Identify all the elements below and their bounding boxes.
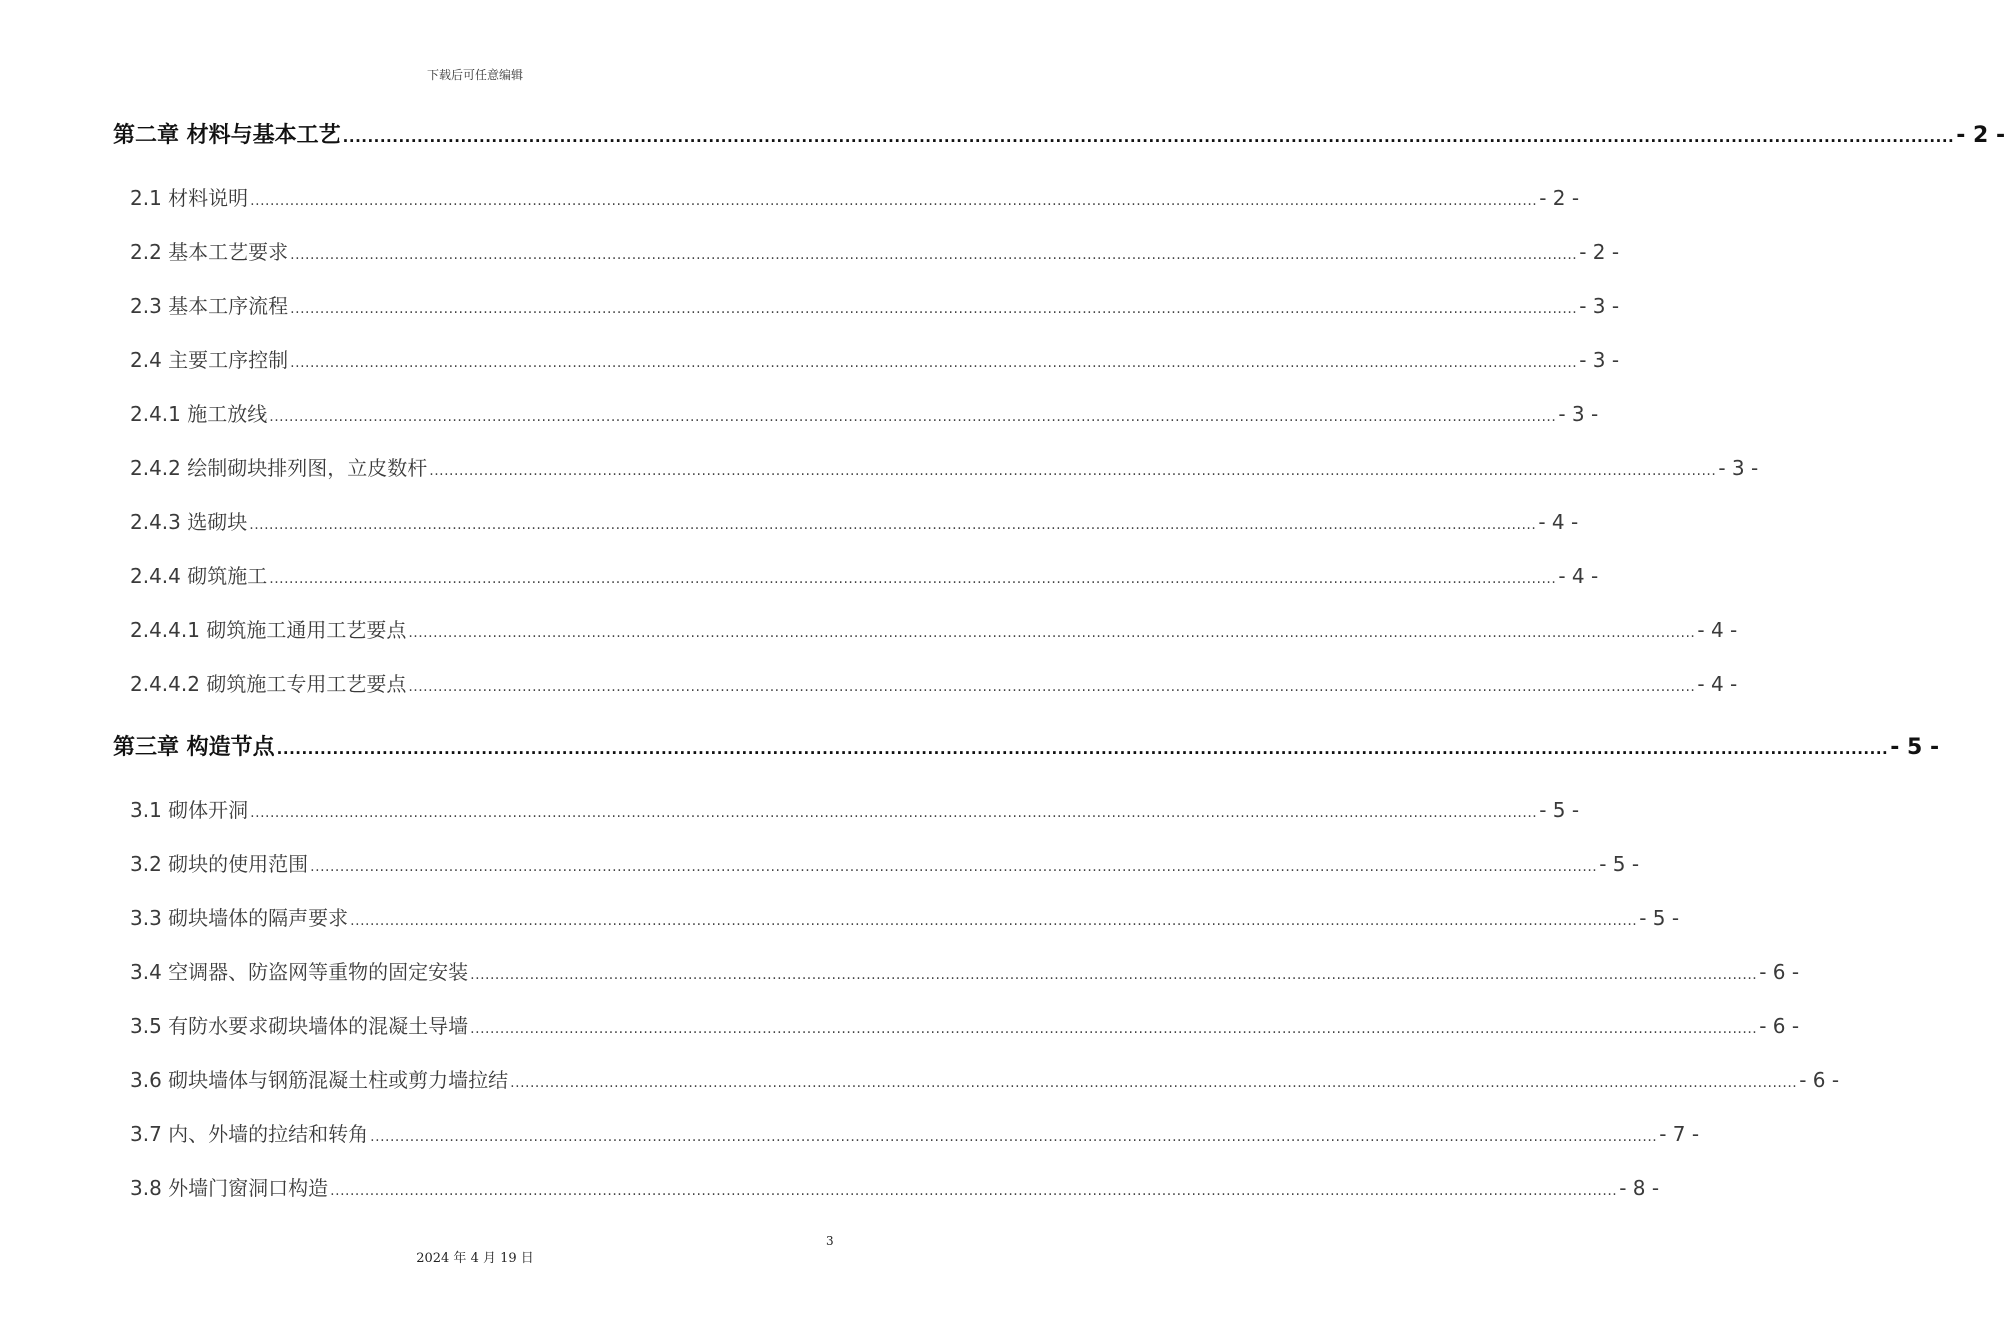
toc-section-row[interactable] [130, 614, 1738, 643]
toc-entry-title: 第二章 材料与基本工艺 [113, 123, 341, 148]
toc-dot-leader: .................................................................................................................................................................................................................................................................... [370, 1129, 1658, 1145]
toc-dot-leader: .................................................................................................................................................................................................................................................................... [429, 463, 1717, 479]
toc-dot-leader: .................................................................................................................................................................................................................................................................... [470, 967, 1758, 983]
toc-page-number: - 6 - [1759, 960, 1800, 984]
toc-page-number: - 6 - [1759, 1014, 1800, 1038]
toc-page-number: - 2 - [1579, 240, 1620, 264]
toc-dot-leader: .................................................................................................................................................................................................................................................................... [330, 1183, 1618, 1199]
toc-entry-title: 3.5 有防水要求砌块墙体的混凝土导墙 [130, 1014, 469, 1038]
toc-entry-title: 2.4.2 绘制砌块排列图，立皮数杆 [130, 456, 428, 480]
toc-section-row[interactable] [130, 182, 1580, 211]
toc-page-number: - 4 - [1697, 618, 1738, 642]
toc-page-number: - 2 - [1539, 186, 1580, 210]
toc-entry-title: 第三章 构造节点 [113, 735, 275, 760]
toc-entry-title: 3.8 外墙门窗洞口构造 [130, 1176, 329, 1200]
toc-page-number: - 4 - [1697, 672, 1738, 696]
toc-page-number: - 5 - [1599, 852, 1640, 876]
toc-dot-leader: .................................................................................................................................................................................................................................................................... [249, 517, 1537, 533]
toc-section-row[interactable] [130, 398, 1599, 427]
toc-entry-title: 2.2 基本工艺要求 [130, 240, 289, 264]
toc-page-number: - 5 - [1539, 798, 1580, 822]
toc-entry-title: 3.4 空调器、防盗网等重物的固定安装 [130, 960, 469, 984]
toc-section-row[interactable] [130, 848, 1640, 877]
toc-section-row[interactable] [130, 1064, 1840, 1093]
toc-page-number: - 8 - [1619, 1176, 1660, 1200]
toc-entry-title: 2.4.4 砌筑施工 [130, 564, 268, 588]
toc-page-number: - 3 - [1558, 402, 1599, 426]
toc-entry-title: 2.4.4.1 砌筑施工通用工艺要点 [130, 618, 407, 642]
toc-section-row[interactable] [130, 902, 1680, 931]
toc-entry-title: 2.4 主要工序控制 [130, 348, 289, 372]
toc-entry-title: 2.3 基本工序流程 [130, 294, 289, 318]
toc-entry-title: 2.4.4.2 砌筑施工专用工艺要点 [130, 672, 407, 696]
toc-section-row[interactable] [130, 956, 1800, 985]
toc-page-number: - 6 - [1799, 1068, 1840, 1092]
toc-section-row[interactable] [130, 1172, 1660, 1201]
toc-dot-leader: .................................................................................................................................................................................................................................................................... [408, 625, 1696, 641]
toc-dot-leader: .................................................................................................................................................................................................................................................................... [250, 805, 1538, 821]
header-note: 下载后可任意编辑 [426, 68, 523, 82]
toc-dot-leader: .................................................................................................................................................................................................................................................................... [470, 1021, 1758, 1037]
toc-page-number: - 4 - [1538, 510, 1579, 534]
toc-page-number: - 3 - [1579, 294, 1620, 318]
toc-page-number: - 5 - [1890, 735, 1940, 760]
toc-section-row[interactable] [130, 236, 1620, 265]
toc-dot-leader: .................................................................................................................................................................................................................................................................... [342, 128, 1955, 146]
toc-section-row[interactable] [130, 794, 1580, 823]
toc-page-number: - 4 - [1558, 564, 1599, 588]
toc-entry-title: 3.2 砌块的使用范围 [130, 852, 309, 876]
footer-date: 2024 年 4 月 19 日 [416, 1251, 534, 1266]
toc-dot-leader: .................................................................................................................................................................................................................................................................... [290, 355, 1578, 371]
toc-section-row[interactable] [130, 668, 1738, 697]
toc-entry-title: 3.7 内、外墙的拉结和转角 [130, 1122, 369, 1146]
toc-dot-leader: .................................................................................................................................................................................................................................................................... [310, 859, 1598, 875]
toc-entry-title: 2.4.3 选砌块 [130, 510, 248, 534]
toc-dot-leader: .................................................................................................................................................................................................................................................................... [350, 913, 1638, 929]
toc-section-row[interactable] [130, 290, 1620, 319]
toc-dot-leader: .................................................................................................................................................................................................................................................................... [290, 247, 1578, 263]
toc-dot-leader: .................................................................................................................................................................................................................................................................... [408, 679, 1696, 695]
toc-section-row[interactable] [130, 1010, 1800, 1039]
toc-entry-title: 3.3 砌块墙体的隔声要求 [130, 906, 349, 930]
toc-entry-title: 3.6 砌块墙体与钢筋混凝土柱或剪力墙拉结 [130, 1068, 509, 1092]
toc-chapter-row[interactable] [113, 118, 2005, 149]
toc-page-number: - 7 - [1659, 1122, 1700, 1146]
page-number: 3 [826, 1234, 834, 1248]
toc-page-number: - 3 - [1718, 456, 1759, 480]
toc-dot-leader: .................................................................................................................................................................................................................................................................... [510, 1075, 1798, 1091]
toc-section-row[interactable] [130, 506, 1579, 535]
toc-section-row[interactable] [130, 1118, 1700, 1147]
toc-dot-leader: .................................................................................................................................................................................................................................................................... [269, 409, 1557, 425]
toc-entry-title: 2.1 材料说明 [130, 186, 249, 210]
toc-dot-leader: .................................................................................................................................................................................................................................................................... [250, 193, 1538, 209]
toc-section-row[interactable] [130, 344, 1620, 373]
toc-entry-title: 3.1 砌体开洞 [130, 798, 249, 822]
toc-dot-leader: .................................................................................................................................................................................................................................................................... [269, 571, 1557, 587]
toc-section-row[interactable] [130, 560, 1599, 589]
toc-page-number: - 3 - [1579, 348, 1620, 372]
toc-page-number: - 2 - [1956, 123, 2005, 148]
toc-dot-leader: .................................................................................................................................................................................................................................................................... [276, 740, 1889, 758]
toc-section-row[interactable] [130, 452, 1759, 481]
toc-page-number: - 5 - [1639, 906, 1680, 930]
toc-dot-leader: .................................................................................................................................................................................................................................................................... [290, 301, 1578, 317]
toc-chapter-row[interactable] [113, 730, 1940, 761]
toc-entry-title: 2.4.1 施工放线 [130, 402, 268, 426]
